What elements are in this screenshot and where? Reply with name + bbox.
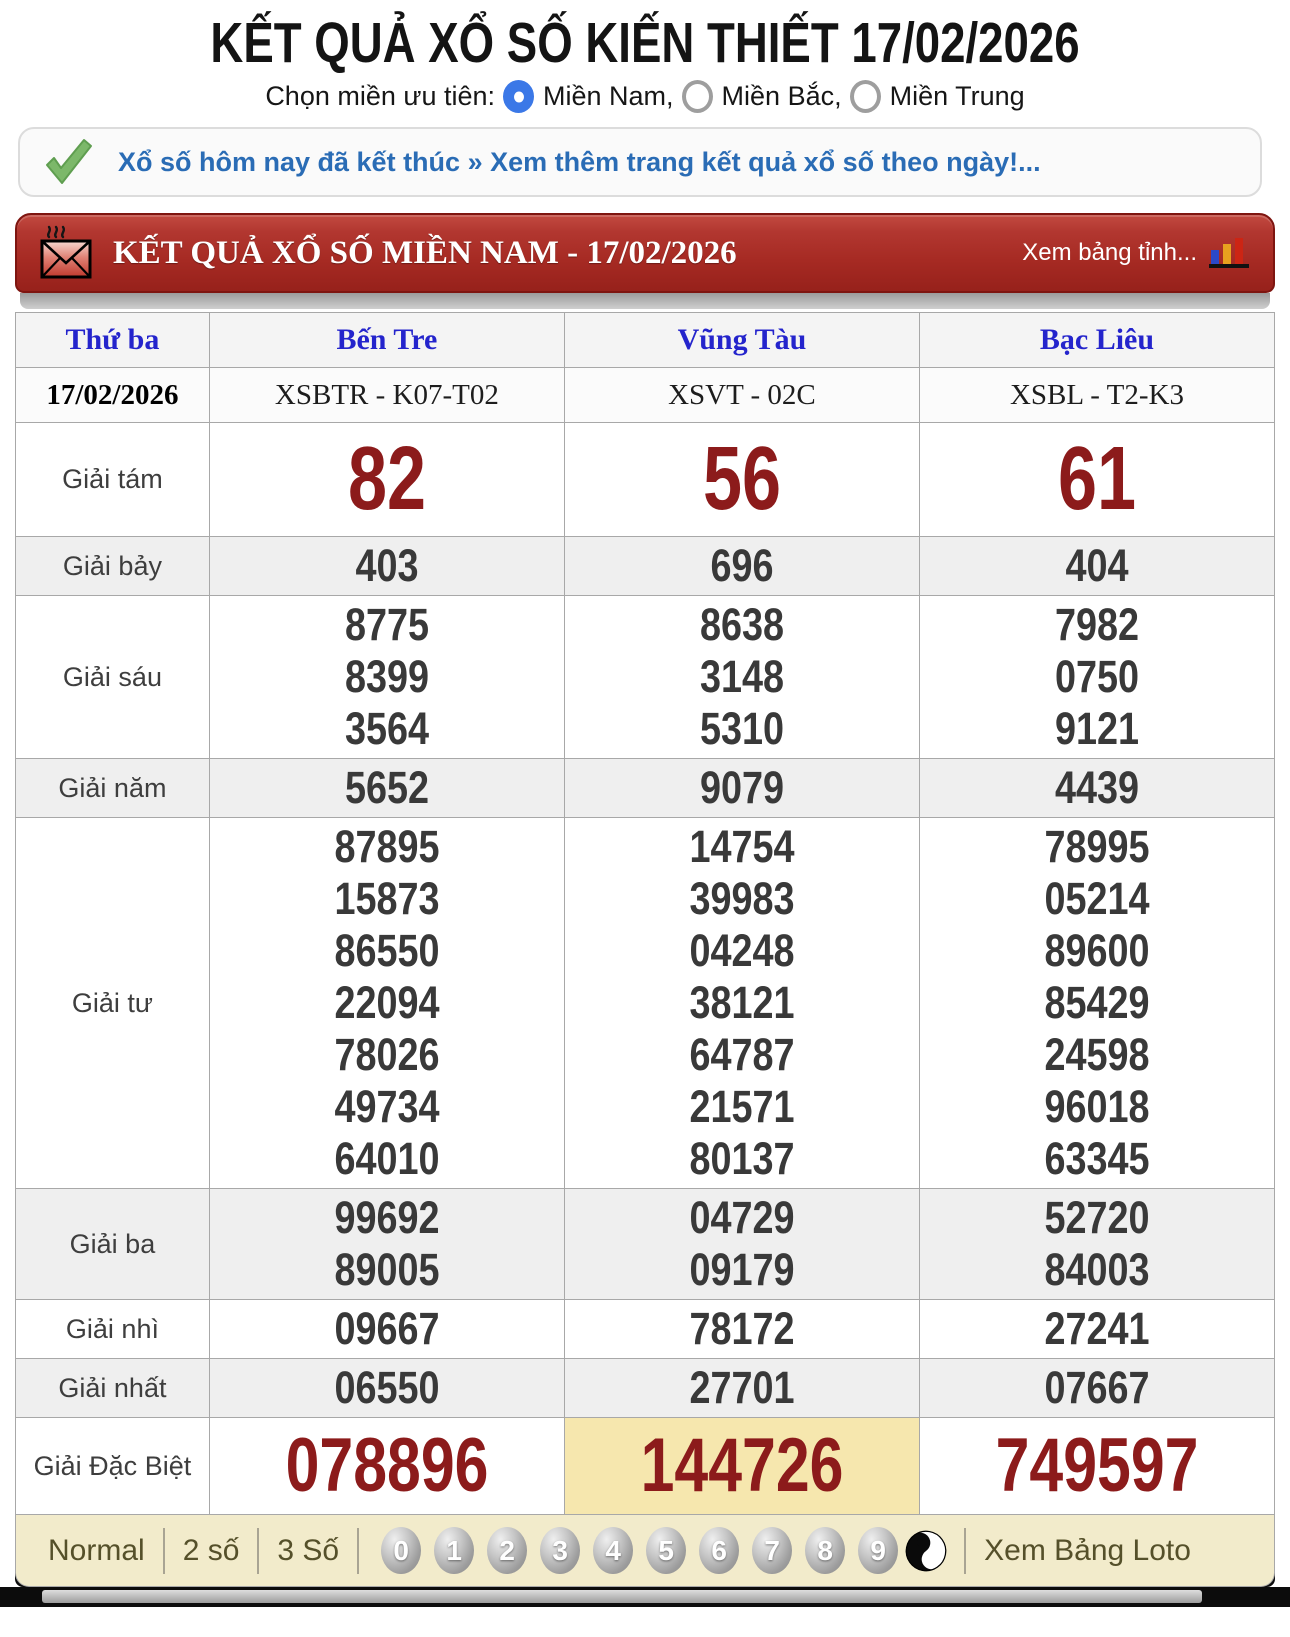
prize-cell bbox=[564, 1300, 919, 1359]
prize-number: 78026 bbox=[334, 1029, 440, 1080]
prize-number: 63345 bbox=[1044, 1133, 1150, 1184]
region-radio-1[interactable] bbox=[682, 80, 842, 113]
digit-ball-4[interactable]: 4 bbox=[593, 1527, 633, 1574]
digit-ball-6[interactable]: 6 bbox=[699, 1527, 739, 1574]
prize-cell bbox=[209, 818, 564, 1189]
prize-number: 15873 bbox=[334, 873, 440, 924]
prize-cell bbox=[564, 1359, 919, 1418]
prize-cell bbox=[919, 1418, 1274, 1515]
draw-code-cell: XSBTR - K07-T02 bbox=[209, 368, 564, 423]
prize-number: 0750 bbox=[1054, 651, 1140, 702]
prize-number: 5652 bbox=[344, 762, 429, 813]
prize-number: 80137 bbox=[689, 1133, 795, 1184]
prize-number: 82 bbox=[347, 429, 426, 529]
prize-number: 78995 bbox=[1044, 821, 1150, 872]
prize-number: 85429 bbox=[1044, 977, 1150, 1028]
page-title: KẾT QUẢ XỔ SỐ KIẾN THIẾT 17/02/2026 bbox=[210, 11, 1080, 75]
view-province-link[interactable]: Xem bảng tỉnh... bbox=[1022, 239, 1197, 266]
yin-yang-icon[interactable] bbox=[904, 1527, 948, 1574]
prize-cell bbox=[209, 1300, 564, 1359]
prize-number: 8399 bbox=[344, 651, 429, 702]
prize-number: 39983 bbox=[689, 873, 795, 924]
radio-unselected-icon[interactable] bbox=[850, 80, 881, 113]
region-prompt: Chọn miền ưu tiên: bbox=[265, 81, 496, 111]
prize-cell bbox=[919, 1359, 1274, 1418]
prize-number: 27241 bbox=[1044, 1303, 1150, 1354]
prize-label: Giải sáu bbox=[16, 596, 210, 759]
prize-number: 61 bbox=[1057, 429, 1137, 529]
prize-number: 696 bbox=[710, 540, 774, 591]
prize-cell bbox=[209, 423, 564, 537]
region-options bbox=[503, 80, 1025, 113]
toolbar bbox=[15, 1515, 1275, 1587]
prize-number: 7982 bbox=[1054, 599, 1140, 650]
prize-number: 9079 bbox=[699, 762, 784, 813]
prize-cell bbox=[564, 537, 919, 596]
alert-banner[interactable] bbox=[18, 127, 1262, 197]
prize-number: 64010 bbox=[334, 1133, 440, 1184]
digit-ball-3[interactable]: 3 bbox=[540, 1527, 580, 1574]
prize-row bbox=[16, 759, 1275, 818]
hot-mail-envelope-icon bbox=[39, 225, 93, 281]
prize-cell bbox=[209, 1418, 564, 1515]
date-cell: 17/02/2026 bbox=[16, 368, 210, 423]
prize-cell bbox=[209, 759, 564, 818]
prize-cell bbox=[919, 537, 1274, 596]
results-table bbox=[15, 312, 1275, 1515]
prize-cell bbox=[564, 1189, 919, 1300]
prize-number: 404 bbox=[1065, 540, 1129, 591]
prize-number: 078896 bbox=[285, 1423, 489, 1508]
radio-unselected-icon[interactable] bbox=[682, 80, 713, 113]
prize-cell bbox=[564, 1418, 919, 1515]
prize-cell bbox=[919, 423, 1274, 537]
bar-chart-icon[interactable] bbox=[1209, 236, 1251, 270]
prize-number: 3148 bbox=[699, 651, 784, 702]
prize-number: 04729 bbox=[689, 1192, 795, 1243]
prize-number: 9121 bbox=[1054, 703, 1140, 754]
prize-number: 89005 bbox=[334, 1244, 440, 1295]
prize-row bbox=[16, 1359, 1275, 1418]
prize-number: 144726 bbox=[640, 1423, 844, 1508]
prize-number: 87895 bbox=[334, 821, 440, 872]
toolbar-divider bbox=[964, 1528, 966, 1574]
header-bevel bbox=[20, 293, 1270, 309]
prize-row bbox=[16, 1418, 1275, 1515]
prize-label: Giải năm bbox=[16, 759, 210, 818]
prize-cell bbox=[564, 596, 919, 759]
day-header-cell[interactable]: Thứ ba bbox=[16, 313, 210, 368]
prize-number: 5310 bbox=[699, 703, 784, 754]
prize-cell bbox=[564, 818, 919, 1189]
prize-number: 78172 bbox=[689, 1303, 795, 1354]
digit-ball-5[interactable]: 5 bbox=[646, 1527, 686, 1574]
prize-number: 49734 bbox=[334, 1081, 440, 1132]
prize-number: 99692 bbox=[334, 1192, 440, 1243]
digit-ball-9[interactable]: 9 bbox=[858, 1527, 898, 1574]
province-header-cell[interactable]: Bến Tre bbox=[209, 313, 564, 368]
bottom-scrollbar[interactable] bbox=[0, 1587, 1290, 1607]
prize-row bbox=[16, 818, 1275, 1189]
prize-cell bbox=[919, 818, 1274, 1189]
digit-balls bbox=[381, 1527, 898, 1574]
prize-number: 86550 bbox=[334, 925, 440, 976]
digit-ball-0[interactable]: 0 bbox=[381, 1527, 421, 1574]
prize-number: 8775 bbox=[344, 599, 429, 650]
loto-link[interactable]: Xem Bảng Loto bbox=[984, 1533, 1191, 1567]
prize-number: 52720 bbox=[1044, 1192, 1150, 1243]
draw-code-cell: XSVT - 02C bbox=[564, 368, 919, 423]
prize-row bbox=[16, 1300, 1275, 1359]
prize-cell bbox=[919, 759, 1274, 818]
draw-code-cell: XSBL - T2-K3 bbox=[919, 368, 1274, 423]
prize-number: 38121 bbox=[689, 977, 795, 1028]
prize-label: Giải tư bbox=[16, 818, 210, 1189]
prize-number: 24598 bbox=[1044, 1029, 1150, 1080]
prize-number: 64787 bbox=[689, 1029, 795, 1080]
region-label: Miền Trung bbox=[889, 81, 1025, 111]
prize-number: 09667 bbox=[334, 1303, 440, 1354]
prize-label: Giải nhì bbox=[16, 1300, 210, 1359]
prize-cell bbox=[919, 1189, 1274, 1300]
prize-cell bbox=[209, 1359, 564, 1418]
board-header bbox=[15, 213, 1275, 293]
prize-row bbox=[16, 423, 1275, 537]
prize-number: 09179 bbox=[689, 1244, 795, 1295]
prize-number: 403 bbox=[355, 540, 419, 591]
prize-cell bbox=[919, 596, 1274, 759]
prize-number: 84003 bbox=[1044, 1244, 1150, 1295]
region-radio-0[interactable] bbox=[503, 80, 674, 113]
prize-number: 14754 bbox=[689, 821, 795, 872]
prize-number: 89600 bbox=[1044, 925, 1150, 976]
prize-label: Giải ba bbox=[16, 1189, 210, 1300]
province-header-cell[interactable]: Bạc Liêu bbox=[919, 313, 1274, 368]
prize-number: 22094 bbox=[334, 977, 440, 1028]
prize-cell bbox=[919, 1300, 1274, 1359]
check-icon bbox=[42, 137, 94, 187]
region-selector bbox=[0, 80, 1290, 113]
toolbar-divider bbox=[357, 1528, 359, 1574]
digit-ball-1[interactable]: 1 bbox=[434, 1527, 474, 1574]
prize-number: 07667 bbox=[1044, 1362, 1150, 1413]
prize-row bbox=[16, 596, 1275, 759]
prize-number: 21571 bbox=[689, 1081, 795, 1132]
prize-cell bbox=[209, 596, 564, 759]
region-label: Miền Bắc, bbox=[721, 81, 842, 111]
date-row bbox=[16, 368, 1275, 423]
prize-label: Giải nhất bbox=[16, 1359, 210, 1418]
digit-ball-2[interactable]: 2 bbox=[487, 1527, 527, 1574]
prize-row bbox=[16, 1189, 1275, 1300]
prize-cell bbox=[564, 759, 919, 818]
scrollbar-thumb[interactable] bbox=[42, 1590, 1202, 1603]
prize-number: 749597 bbox=[995, 1423, 1199, 1508]
prize-number: 4439 bbox=[1054, 762, 1140, 813]
digit-ball-8[interactable]: 8 bbox=[805, 1527, 845, 1574]
region-label: Miền Nam, bbox=[543, 81, 674, 111]
prize-cell bbox=[209, 1189, 564, 1300]
province-header-cell[interactable]: Vũng Tàu bbox=[564, 313, 919, 368]
mode-2-digits[interactable]: 2 số bbox=[182, 1533, 240, 1567]
mode-3-digits[interactable]: 3 Số bbox=[277, 1533, 340, 1567]
region-radio-2[interactable] bbox=[850, 80, 1025, 113]
digit-ball-7[interactable]: 7 bbox=[752, 1527, 792, 1574]
prize-number: 8638 bbox=[699, 599, 784, 650]
table-header-row bbox=[16, 313, 1275, 368]
prize-cell bbox=[209, 537, 564, 596]
prize-cell bbox=[564, 423, 919, 537]
board-title: KẾT QUẢ XỔ SỐ MIỀN NAM - 17/02/2026 bbox=[113, 234, 737, 271]
prize-label: Giải tám bbox=[16, 423, 210, 537]
prize-row bbox=[16, 537, 1275, 596]
prize-label: Giải bảy bbox=[16, 537, 210, 596]
results-board bbox=[15, 213, 1275, 1587]
prize-number: 04248 bbox=[689, 925, 795, 976]
prize-number: 3564 bbox=[344, 703, 429, 754]
radio-selected-icon[interactable] bbox=[503, 80, 534, 113]
prize-label: Giải Đặc Biệt bbox=[16, 1418, 210, 1515]
prize-number: 27701 bbox=[689, 1362, 795, 1413]
prize-number: 56 bbox=[702, 429, 781, 529]
mode-normal[interactable]: Normal bbox=[48, 1533, 145, 1567]
prize-number: 05214 bbox=[1044, 873, 1150, 924]
prize-number: 96018 bbox=[1044, 1081, 1150, 1132]
alert-text: Xổ số hôm nay đã kết thúc » Xem thêm trang kết quả xổ số theo ngày!... bbox=[118, 146, 1041, 177]
prize-number: 06550 bbox=[334, 1362, 440, 1413]
